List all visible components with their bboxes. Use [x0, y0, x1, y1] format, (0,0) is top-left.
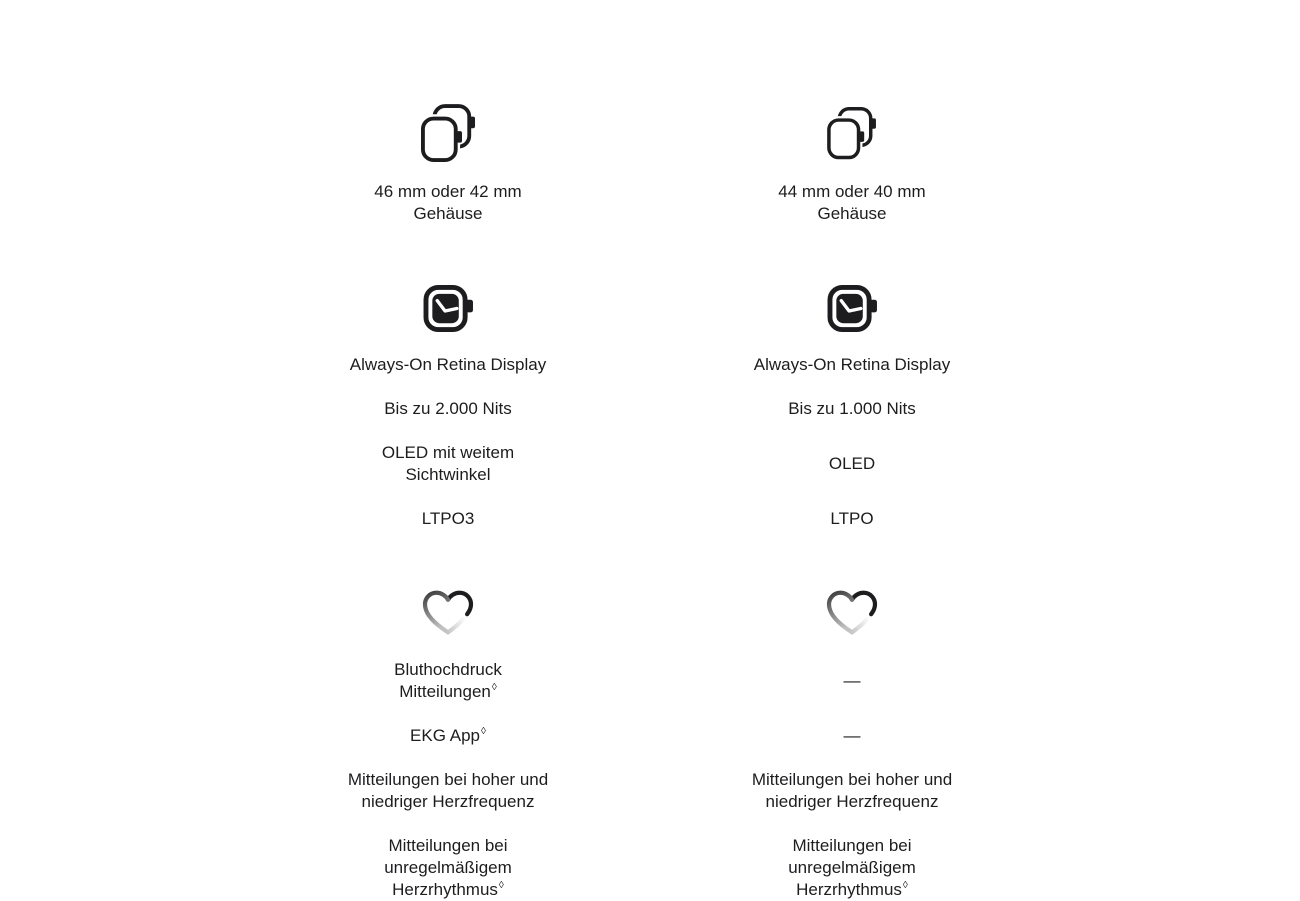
spec-cell-right	[702, 354, 1002, 376]
spec-line	[796, 879, 908, 901]
spec-cell-left	[298, 398, 598, 420]
spec-cell-left	[298, 508, 598, 530]
spec-line	[350, 354, 547, 376]
icon-cell-left	[298, 589, 598, 637]
spec-line	[818, 203, 887, 225]
spec-line	[388, 835, 507, 857]
spec-text: OLED mit weitem	[381, 443, 515, 462]
spec-text: Gehäuse	[817, 204, 887, 223]
comparison-row	[0, 835, 1300, 901]
heart-icon	[826, 590, 878, 636]
comparison-row	[0, 769, 1300, 813]
spec-text: EKG App	[410, 726, 480, 745]
icon-row-case-size	[0, 103, 1300, 164]
spec-line	[399, 681, 497, 703]
spec-text: LTPO3	[421, 509, 475, 528]
spec-cell-right	[702, 659, 1002, 703]
spec-text: —	[843, 726, 861, 745]
spec-line	[405, 464, 490, 486]
spec-cell-left	[298, 659, 598, 703]
spec-cell-left	[298, 181, 598, 225]
spec-line	[778, 181, 925, 203]
spec-line	[362, 791, 535, 813]
spec-line	[422, 508, 475, 530]
spec-text: niedriger Herzfrequenz	[361, 792, 535, 811]
spec-text: Mitteilungen bei hoher und	[347, 770, 549, 789]
footnote-marker[interactable]: ◊	[491, 682, 497, 694]
spec-cell-right	[702, 769, 1002, 813]
comparison-row	[0, 442, 1300, 486]
spec-text: Bluthochdruck	[394, 660, 502, 679]
spec-line	[829, 453, 875, 475]
comparison-row	[0, 508, 1300, 530]
spec-text: niedriger Herzfrequenz	[765, 792, 939, 811]
spec-text: unregelmäßigem	[788, 858, 916, 877]
spec-line	[752, 769, 952, 791]
spec-text: Sichtwinkel	[405, 465, 491, 484]
spec-line	[788, 398, 916, 420]
spec-line	[374, 181, 521, 203]
heart-icon	[422, 590, 474, 636]
spec-line	[766, 791, 939, 813]
footnote-marker[interactable]: ◊	[902, 880, 908, 892]
spec-line	[414, 203, 483, 225]
spec-cell-left	[298, 442, 598, 486]
spec-cell-left	[298, 725, 598, 747]
spec-line	[384, 398, 512, 420]
spec-cell-left	[298, 835, 598, 901]
spec-line	[348, 769, 548, 791]
spec-cell-left	[298, 354, 598, 376]
spec-text: Herzrhythmus	[796, 880, 902, 899]
spec-cell-right	[702, 181, 1002, 225]
spec-text: OLED	[828, 454, 876, 473]
section-health	[0, 589, 1300, 901]
spec-cell-left	[298, 769, 598, 813]
icon-cell-right	[702, 103, 1002, 164]
comparison-row	[0, 398, 1300, 420]
spec-cell-right	[702, 508, 1002, 530]
icon-cell-left	[298, 103, 598, 164]
spec-cell-right	[702, 442, 1002, 486]
comparison-columns	[0, 103, 1300, 901]
spec-line	[792, 835, 911, 857]
spec-line	[384, 857, 512, 879]
watch-face-icon	[827, 285, 878, 332]
section-case-size	[0, 103, 1300, 225]
spec-cell-right	[702, 398, 1002, 420]
section-display	[0, 284, 1300, 530]
spec-text: Always-On Retina Display	[753, 355, 951, 374]
watch-cases-icon	[827, 107, 877, 161]
spec-cell-right	[702, 835, 1002, 901]
icon-cell-right	[702, 284, 1002, 332]
spec-line	[844, 670, 861, 692]
spec-line	[754, 354, 951, 376]
watch-cases-icon	[421, 104, 476, 164]
spec-text: 44 mm oder 40 mm	[778, 182, 926, 201]
icon-cell-right	[702, 589, 1002, 637]
spec-text: Bis zu 1.000 Nits	[788, 399, 916, 418]
spec-line	[844, 725, 861, 747]
spec-text: Mitteilungen bei	[792, 836, 912, 855]
spec-text: 46 mm oder 42 mm	[374, 182, 522, 201]
spec-text: unregelmäßigem	[384, 858, 512, 877]
spec-text: Bis zu 2.000 Nits	[384, 399, 512, 418]
spec-cell-right	[702, 725, 1002, 747]
spec-text: Mitteilungen bei hoher und	[751, 770, 953, 789]
spec-line	[392, 879, 504, 901]
watch-face-icon	[423, 285, 474, 332]
spec-text: Mitteilungen	[399, 682, 491, 701]
footnote-marker[interactable]: ◊	[480, 726, 486, 738]
spec-text: LTPO	[830, 509, 874, 528]
spec-line	[382, 442, 514, 464]
spec-line	[830, 508, 873, 530]
comparison-row	[0, 181, 1300, 225]
spec-text: Mitteilungen bei	[388, 836, 508, 855]
spec-text: Always-On Retina Display	[349, 355, 547, 374]
footnote-marker[interactable]: ◊	[498, 880, 504, 892]
spec-text: Gehäuse	[413, 204, 483, 223]
comparison-row	[0, 659, 1300, 703]
icon-cell-left	[298, 284, 598, 332]
icon-row-display	[0, 284, 1300, 332]
spec-line	[788, 857, 916, 879]
icon-row-health	[0, 589, 1300, 637]
spec-line	[410, 725, 486, 747]
spec-text: Herzrhythmus	[392, 880, 498, 899]
spec-line	[394, 659, 502, 681]
comparison-row	[0, 354, 1300, 376]
comparison-row	[0, 725, 1300, 747]
spec-text: —	[843, 671, 861, 690]
